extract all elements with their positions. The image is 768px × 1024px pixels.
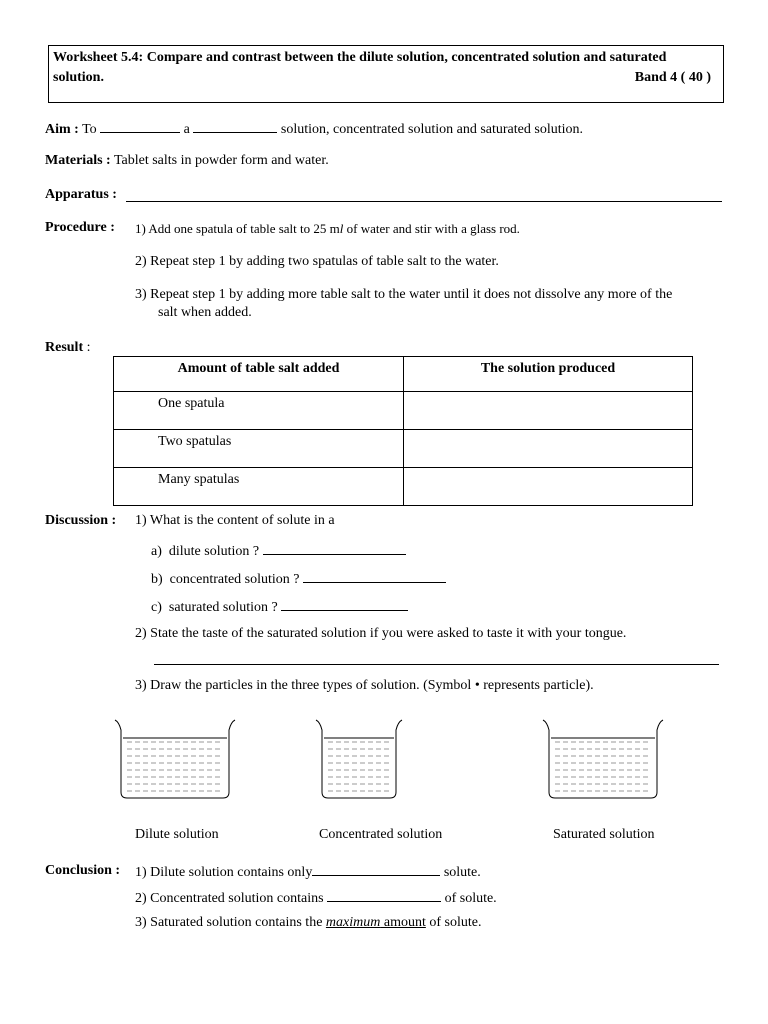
aim-blank-2[interactable] [193,120,277,133]
table-row [114,392,693,430]
q1a-text: dilute solution ? [168,544,260,559]
worksheet-header [48,45,724,103]
conclusion-3-text-a: 3) Saturated solution contains the [135,915,326,930]
result-header-amount: Amount of table salt added [114,357,404,392]
q2-answer-line[interactable] [154,664,719,665]
procedure-step1-num: 1) [135,221,146,236]
discussion-q1a [151,542,406,560]
band-marks: Band 4 ( 40 ) [634,70,711,85]
conclusion-1-text-b: solute. [440,865,481,880]
discussion-label: Discussion : [45,513,117,528]
conclusion-label-wrap [45,863,120,879]
conclusion-1-text-a: 1) Dilute solution contains only [135,865,313,880]
result-label-wrap [45,340,91,356]
result-table-header-row [114,357,693,392]
q1b-answer-blank[interactable] [303,570,446,583]
procedure-label-wrap [45,220,115,236]
conclusion-2-blank[interactable] [327,889,441,902]
conclusion-2 [135,889,497,907]
caption-dilute: Dilute solution [135,827,219,842]
materials-text: Tablet salts in powder form and water. [113,153,329,168]
conclusion-2-text-a: 2) Concentrated solution contains [135,891,324,906]
aim-section [45,120,583,138]
result-row-answer-cell[interactable] [404,430,693,468]
result-row-answer-cell[interactable] [404,392,693,430]
q1a-letter: a) [151,544,162,559]
caption-concentrated: Concentrated solution [319,827,443,842]
q1c-text: saturated solution ? [168,600,278,615]
aim-text-a: To [82,122,97,137]
worksheet-title-line2: solution. [53,70,104,85]
result-row-amount: One spatula [114,392,404,430]
aim-text-b: a [183,122,190,137]
table-row [114,468,693,506]
conclusion-label: Conclusion : [45,863,121,878]
procedure-step1-text-a: Add one spatula of table salt to 25 m [148,221,340,236]
result-header-solution: The solution produced [404,357,693,392]
conclusion-3 [135,915,481,931]
conclusion-3-text-b: of solute. [425,915,482,930]
beaker-saturated[interactable] [541,716,665,802]
aim-text-c: solution, concentrated solution and saturated solution. [280,122,583,137]
procedure-label: Procedure : [45,220,115,235]
conclusion-3-mid: amount [380,915,426,930]
q1b-text: concentrated solution ? [169,572,300,587]
procedure-step-3-line1: 3) Repeat step 1 by adding more table salt to the water until it does not dissolve any more of the [135,287,673,302]
conclusion-2-text-b: of solute. [441,891,497,906]
conclusion-1-blank[interactable] [312,863,440,876]
conclusion-1 [135,863,481,881]
q1b-letter: b) [151,572,163,587]
q1c-answer-blank[interactable] [281,598,408,611]
procedure-step1-unit: l [339,221,344,236]
result-colon: : [83,340,91,355]
conclusion-3-emphasis: maximum [325,915,381,930]
apparatus-section [45,187,117,203]
result-table [113,356,693,506]
procedure-step-3-line2: salt when added. [158,305,252,320]
discussion-q1: 1) What is the content of solute in a [135,513,335,528]
table-row [114,430,693,468]
procedure-step1-text-b: of water and stir with a glass rod. [343,221,520,236]
worksheet-title-line1: Worksheet 5.4: Compare and contrast between the dilute solution, concentrated solution and saturated [53,50,667,65]
result-label: Result [45,340,84,355]
caption-saturated: Saturated solution [553,827,655,842]
materials-label: Materials : [45,153,111,168]
q1c-letter: c) [151,600,162,615]
procedure-step-1 [135,221,520,237]
apparatus-answer-line[interactable] [126,201,722,202]
aim-blank-1[interactable] [100,120,180,133]
apparatus-label: Apparatus : [45,187,117,202]
discussion-q2: 2) State the taste of the saturated solution if you were asked to taste it with your tongue. [135,626,627,641]
result-row-answer-cell[interactable] [404,468,693,506]
discussion-label-wrap [45,513,116,529]
beaker-concentrated[interactable] [314,716,404,802]
procedure-step-2: 2) Repeat step 1 by adding two spatulas of table salt to the water. [135,254,499,269]
result-row-amount: Many spatulas [114,468,404,506]
q1a-answer-blank[interactable] [263,542,406,555]
result-row-amount: Two spatulas [114,430,404,468]
materials-section [45,153,329,169]
discussion-q1b [151,570,446,588]
beaker-dilute[interactable] [113,716,237,802]
discussion-q1c [151,598,408,616]
aim-label: Aim : [45,122,79,137]
discussion-q3: 3) Draw the particles in the three types of solution. (Symbol • represents particle). [135,678,594,693]
